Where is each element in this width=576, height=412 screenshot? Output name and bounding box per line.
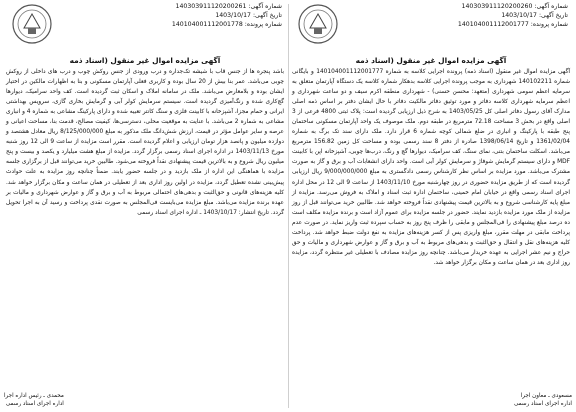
notice-title: آگهی مزایده اموال غیر منقول (اسناد ذمه bbox=[355, 56, 507, 65]
notice-number: شماره آگهی: 140303911120200261 bbox=[175, 3, 282, 10]
registry-emblem-icon bbox=[296, 2, 340, 46]
signature-footer bbox=[4, 392, 572, 408]
registry-emblem-icon bbox=[10, 2, 54, 46]
signer-org: اداره اجرای اسناد رسمی bbox=[5, 401, 64, 407]
notice-text: باشد پنجره ها از جنس قاب با شیشه تک‌جداره و درب ورودی از جنس روکش چوب و درب های داخلی از روکش چوبی می‌باشد. عمر بنا بیش از 20 سال بوده و کاربری فعلی آپارتمان مسکونی و بنا به اظهارات مالکین در اختیار ایشان بوده و بلامعارض می‌باشد. ملک در سامانه املاک و اسکان ثبت گردیده است. کف واحد سرامیک، دیوارها گچ‌کاری شده و رنگ‌آمیزی گردیده است. سیستم سرمایش کولر آبی و گرمایش بخاری گازی، سرویس بهداشتی ایرانی و حمام مجزا، آشپزخانه با کابینت فلزی و سنگ کانتر تعبیه شده و دارای پارکینگ مشاعی به شماره 4 و انباری مشاعی به شماره 2 می‌باشد. با عنایت به موقعیت محلی، دسترسی‌ها، کیفیت مصالح، قدمت بنا، مساحت اعیانی و عرصه و سایر عوامل مؤثر در قیمت، ارزش شش‌دانگ ملک مذکور به مبلغ 8/125/000/000 ریال معادل هشتصد و دوازده میلیون و پانصد هزار تومان ارزیابی و اعلام گردیده است. مقرر است مزایده از ساعت 9 الی 12 روز شنبه مورخ 1403/11/13 در اداره اجرای اسناد رسمی برگزار گردد. مزایده از مبلغ هشت میلیارد و یکصد و بیست و پنج میلیون ریال شروع و به بالاترین قیمت پیشنهادی نقداً فروخته می‌شود. طالبین خرید می‌توانند قبل از برگزاری جلسه مزایده با هماهنگی این اداره از ملک بازدید و در جلسه حضور یابند. ضمناً چنانچه روز مزایده به علت حوادث پیش‌بینی نشده تعطیل گردد، مزایده در اولین روز اداری بعد از تعطیلی در همان ساعت و مکان برگزار خواهد شد. کلیه هزینه‌های قانونی و حق‌الثبت و بدهی‌های احتمالی مربوط به آب و برق و گاز و عوارض شهرداری و مالیات بر عهده برنده مزایده می‌باشد. مبلغ مزایده می‌بایست فی‌المجلس به صورت نقدی پرداخت و رسید آن به اجرا تحویل گردد. تاریخ انتشار: 1403/10/17 ـ اداره اجرای اسناد رسمی bbox=[6, 69, 284, 216]
signature-right bbox=[514, 392, 572, 408]
column-divider bbox=[288, 4, 289, 408]
signer-org: اداره اجرای اسناد رسمی bbox=[513, 401, 572, 407]
signer-name: مسعودی ـ معاون اجرا bbox=[520, 393, 572, 399]
notice-meta bbox=[172, 2, 282, 29]
signature-left bbox=[4, 392, 64, 408]
notice-date: تاریخ آگهی: 1403/10/17 bbox=[215, 12, 282, 19]
notice-text: آگهی مزایده اموال غیر منقول (اسناد ذمه) پرونده اجرایی کلاسه به شماره 140104001112001777 و بایگانی شماره 140102211 شهرداری به موجب پرونده اجرایی کلاسه بدهکار شماره کلاسه یک دستگاه آپارتمان متعلق به سرمایه اعظم سومی شهرداری (متعهد: محسن حسنی) - شهرداری منطقه اکرم سیف و دو ساعت شهرداری و اعظم سرمایه شهرداری کلاسه دفاتر و مورد توثیق دفاتر مالکیت دفاتر با حال ایشان دفتر بر اساس ذمه اصلی مدارک آقای رسول دفاتر اصلی کل 1403/05/25 به شرح ذیل ارزیابی گردیده است: پلاک ثبتی 4800 فرعی از 3 اصلی واقع در بخش 3 مساحت 72.18 مترمربع در طبقه دوم. ملک موصوف یک واحد آپارتمان مسکونی ساختمان پنج طبقه با پارکینگ و انباری در ضلع شمالی کوچه شماره 6 قرار دارد. ملک دارای سند تک برگ به شماره 1361/02/04 و تاریخ 1398/06/14 صادره از دفتر 8 سند رسمی بوده و مساحت کل زمین 156.82 مترمربع می‌باشد. اسکلت ساختمان بتنی، نمای سنگ، کف سرامیک، دیوارها گچ و رنگ، درب‌ها چوبی، آشپزخانه اپن با کابینت MDF و دارای سیستم گرمایش شوفاژ و سرمایش کولر آبی است. واحد دارای انشعابات آب و برق و گاز به صورت مشترک می‌باشد. مورد مزایده بر اساس نظر کارشناس رسمی دادگستری به مبلغ 9/000/000/000 ریال ارزیابی گردیده است که از طریق مزایده حضوری در روز چهارشنبه مورخ 1403/11/10 از ساعت 9 الی 12 در محل اداره اجرای اسناد رسمی واقع در خیابان امام خمینی، ساختمان اداره ثبت اسناد و املاک به فروش می‌رسد. مزایده از مبلغ پایه کارشناسی شروع و به بالاترین قیمت پیشنهادی نقداً فروخته خواهد شد. طالبین خرید می‌توانند قبل از روز مزایده از ملک مورد مزایده بازدید نمایند. حضور در جلسه مزایده برای عموم آزاد است و برنده مزایده مکلف است ده درصد مبلغ پیشنهادی را فی‌المجلس و مابقی را ظرف پنج روز به حساب سپرده ثبت واریز نماید. در صورت عدم پرداخت مابقی در مهلت مقرر، مبلغ واریزی پس از کسر هزینه‌های مزایده به نفع دولت ضبط خواهد شد. پرداخت کلیه هزینه‌های نقل و انتقال و حق‌الثبت و بدهی‌های مربوط به آب و برق و گاز و عوارض شهرداری و مالیات و حق حراج و نیم عشر اجرایی به عهده خریدار می‌باشد. چنانچه روز مزایده مصادف با تعطیلی غیر منتظره گردد، مزایده روز اداری بعد در همان ساعت و مکان برگزار خواهد شد. bbox=[292, 69, 571, 266]
notice-number: شماره آگهی: 140303911120200260 bbox=[461, 3, 568, 10]
case-number: شماره پرونده: 140104001112001777 bbox=[457, 21, 568, 28]
notice-date: تاریخ آگهی: 1403/10/17 bbox=[501, 12, 568, 19]
notice-column-right bbox=[290, 0, 572, 412]
notice-title: آگهی مزایده اموال غیر منقول (اسناد ذمه bbox=[69, 56, 221, 65]
case-number: شماره پرونده: 140104001112001778 bbox=[171, 21, 282, 28]
notice-meta bbox=[458, 2, 568, 29]
notice-column-left bbox=[4, 0, 286, 412]
notice-header bbox=[290, 0, 572, 56]
signer-name: محمدی ـ رئیس اداره اجرا bbox=[4, 393, 64, 399]
notice-header bbox=[4, 0, 286, 56]
notice-body bbox=[290, 67, 572, 268]
notice-body bbox=[4, 67, 286, 218]
